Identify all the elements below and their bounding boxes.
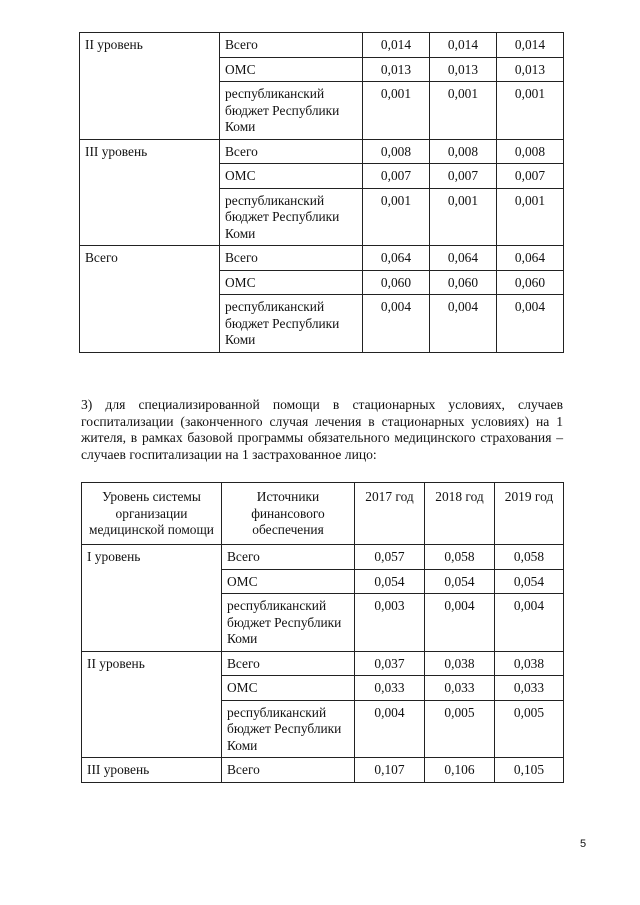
table-row bbox=[82, 700, 564, 758]
page-number: 5 bbox=[580, 838, 587, 850]
source-cell: республиканский бюджет Республики Коми bbox=[220, 82, 363, 140]
source-cell: Всего bbox=[222, 758, 355, 783]
source-cell: Всего bbox=[222, 545, 355, 570]
header-2019: 2019 год bbox=[495, 483, 564, 545]
table-row bbox=[80, 295, 564, 353]
table-row bbox=[82, 676, 564, 701]
value-cell: 0,033 bbox=[355, 676, 425, 701]
value-cell: 0,004 bbox=[363, 295, 430, 353]
header-2018: 2018 год bbox=[425, 483, 495, 545]
header-level: Уровень системы организации медицинской помощи bbox=[82, 483, 222, 545]
source-cell: ОМС bbox=[222, 676, 355, 701]
value-cell: 0,001 bbox=[430, 82, 497, 140]
source-cell: Всего bbox=[220, 246, 363, 271]
value-cell: 0,038 bbox=[495, 651, 564, 676]
paragraph-item-3: 3) для специализированной помощи в стационарных условиях, случаев госпитализации (законченного случая лечения в стационарных условиях) на 1 жителя, в рамках базовой программы обязательного медицинского страхования – случаев госпитализации на 1 застрахованное лицо: bbox=[81, 397, 563, 463]
level-cell: III уровень bbox=[82, 758, 222, 783]
value-cell: 0,054 bbox=[355, 569, 425, 594]
level-cell bbox=[80, 188, 220, 246]
source-cell: республиканский бюджет Республики Коми bbox=[220, 188, 363, 246]
table-row bbox=[80, 270, 564, 295]
source-cell: республиканский бюджет Республики Коми bbox=[222, 700, 355, 758]
value-cell: 0,057 bbox=[355, 545, 425, 570]
level-cell: III уровень bbox=[80, 139, 220, 164]
value-cell: 0,005 bbox=[495, 700, 564, 758]
value-cell: 0,060 bbox=[430, 270, 497, 295]
source-cell: республиканский бюджет Республики Коми bbox=[220, 295, 363, 353]
table-hospitalization-body bbox=[82, 545, 564, 783]
value-cell: 0,007 bbox=[363, 164, 430, 189]
value-cell: 0,058 bbox=[425, 545, 495, 570]
table-row bbox=[82, 569, 564, 594]
value-cell: 0,001 bbox=[430, 188, 497, 246]
source-cell: ОМС bbox=[220, 270, 363, 295]
value-cell: 0,105 bbox=[495, 758, 564, 783]
header-source: Источники финансового обеспечения bbox=[222, 483, 355, 545]
value-cell: 0,054 bbox=[495, 569, 564, 594]
table-row bbox=[80, 139, 564, 164]
table-row bbox=[80, 164, 564, 189]
source-cell: ОМС bbox=[220, 57, 363, 82]
value-cell: 0,003 bbox=[355, 594, 425, 652]
source-cell: Всего bbox=[220, 139, 363, 164]
source-cell: ОМС bbox=[222, 569, 355, 594]
value-cell: 0,013 bbox=[363, 57, 430, 82]
value-cell: 0,001 bbox=[363, 82, 430, 140]
table-row bbox=[82, 545, 564, 570]
value-cell: 0,058 bbox=[495, 545, 564, 570]
value-cell: 0,107 bbox=[355, 758, 425, 783]
value-cell: 0,005 bbox=[425, 700, 495, 758]
value-cell: 0,013 bbox=[430, 57, 497, 82]
level-cell bbox=[82, 676, 222, 701]
value-cell: 0,033 bbox=[495, 676, 564, 701]
value-cell: 0,004 bbox=[425, 594, 495, 652]
level-cell bbox=[82, 594, 222, 652]
level-cell bbox=[80, 57, 220, 82]
level-cell bbox=[80, 82, 220, 140]
level-cell bbox=[80, 164, 220, 189]
table-row bbox=[82, 594, 564, 652]
table-header-row bbox=[82, 483, 564, 545]
level-cell: I уровень bbox=[82, 545, 222, 570]
level-cell bbox=[82, 700, 222, 758]
value-cell: 0,004 bbox=[497, 295, 564, 353]
value-cell: 0,014 bbox=[430, 33, 497, 58]
value-cell: 0,001 bbox=[497, 188, 564, 246]
level-cell bbox=[80, 270, 220, 295]
value-cell: 0,064 bbox=[363, 246, 430, 271]
level-cell: Всего bbox=[80, 246, 220, 271]
level-cell bbox=[80, 295, 220, 353]
value-cell: 0,013 bbox=[497, 57, 564, 82]
value-cell: 0,001 bbox=[363, 188, 430, 246]
table-row bbox=[80, 82, 564, 140]
level-cell: II уровень bbox=[82, 651, 222, 676]
value-cell: 0,054 bbox=[425, 569, 495, 594]
value-cell: 0,008 bbox=[430, 139, 497, 164]
source-cell: ОМС bbox=[220, 164, 363, 189]
value-cell: 0,001 bbox=[497, 82, 564, 140]
value-cell: 0,008 bbox=[497, 139, 564, 164]
table-top bbox=[79, 32, 564, 353]
source-cell: республиканский бюджет Республики Коми bbox=[222, 594, 355, 652]
table-row bbox=[80, 33, 564, 58]
table-top-body bbox=[80, 33, 564, 353]
table-row bbox=[80, 57, 564, 82]
table-row bbox=[80, 188, 564, 246]
value-cell: 0,064 bbox=[430, 246, 497, 271]
level-cell bbox=[82, 569, 222, 594]
value-cell: 0,004 bbox=[355, 700, 425, 758]
value-cell: 0,033 bbox=[425, 676, 495, 701]
header-2017: 2017 год bbox=[355, 483, 425, 545]
value-cell: 0,060 bbox=[363, 270, 430, 295]
source-cell: Всего bbox=[220, 33, 363, 58]
table-hospitalization bbox=[81, 482, 564, 783]
value-cell: 0,014 bbox=[363, 33, 430, 58]
value-cell: 0,004 bbox=[495, 594, 564, 652]
value-cell: 0,008 bbox=[363, 139, 430, 164]
value-cell: 0,060 bbox=[497, 270, 564, 295]
table-row bbox=[82, 651, 564, 676]
level-cell: II уровень bbox=[80, 33, 220, 58]
table-row bbox=[80, 246, 564, 271]
table-row bbox=[82, 758, 564, 783]
value-cell: 0,038 bbox=[425, 651, 495, 676]
value-cell: 0,007 bbox=[497, 164, 564, 189]
value-cell: 0,004 bbox=[430, 295, 497, 353]
value-cell: 0,106 bbox=[425, 758, 495, 783]
value-cell: 0,014 bbox=[497, 33, 564, 58]
source-cell: Всего bbox=[222, 651, 355, 676]
value-cell: 0,037 bbox=[355, 651, 425, 676]
value-cell: 0,007 bbox=[430, 164, 497, 189]
value-cell: 0,064 bbox=[497, 246, 564, 271]
